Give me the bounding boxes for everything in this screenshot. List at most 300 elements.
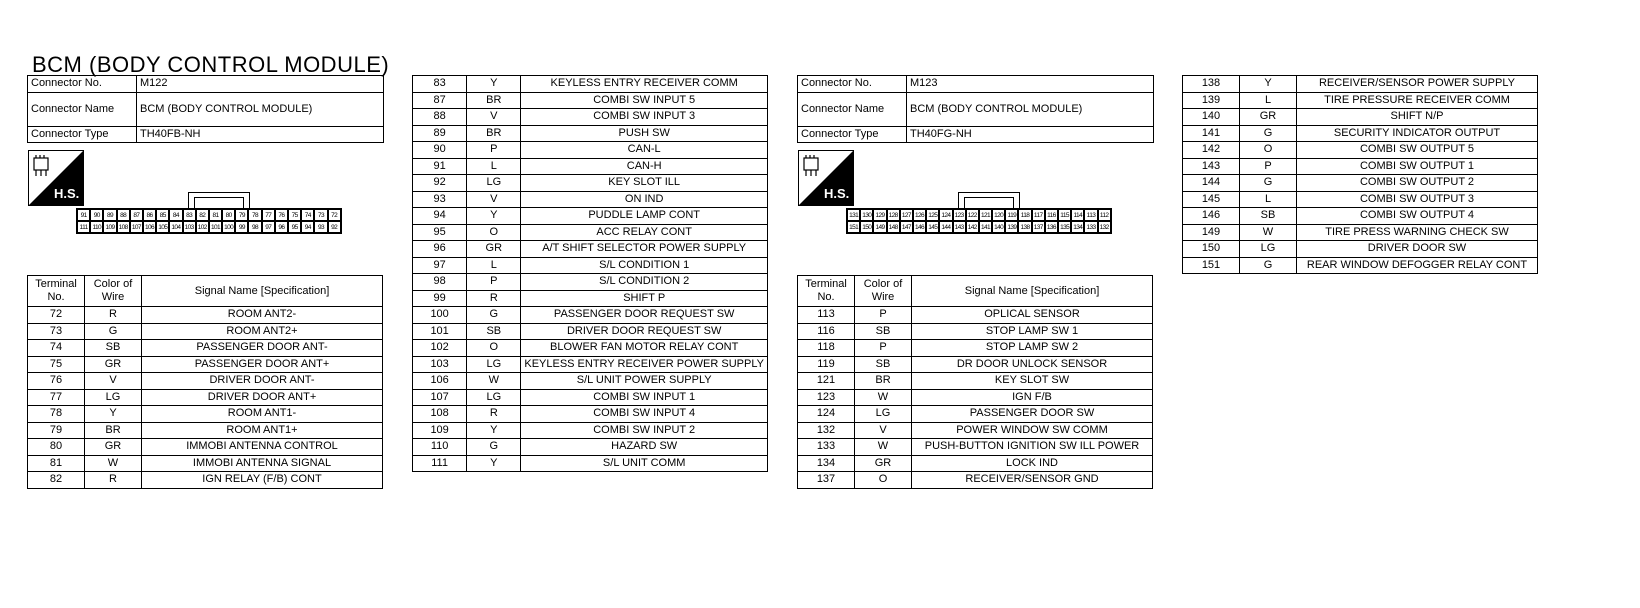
terminal-no: 93	[413, 191, 467, 208]
header-terminal: Terminal No.	[798, 276, 855, 307]
terminal-no: 88	[413, 109, 467, 126]
connector-pin: 121	[979, 209, 992, 221]
terminal-no: 95	[413, 224, 467, 241]
connector-pin: 133	[1084, 221, 1097, 233]
signal-name: STOP LAMP SW 1	[912, 323, 1153, 340]
connector-info-m122	[27, 75, 384, 143]
signal-name: PUSH SW	[521, 125, 768, 142]
terminal-no: 82	[28, 472, 85, 489]
connector-no-label: Connector No.	[798, 76, 907, 93]
terminal-no: 100	[413, 307, 467, 324]
connector-pin: 131	[847, 209, 860, 221]
terminal-no: 110	[413, 439, 467, 456]
connector-pin: 143	[953, 221, 966, 233]
terminal-no: 142	[1183, 142, 1240, 159]
header-signal: Signal Name [Specification]	[142, 276, 383, 307]
wire-color: G	[1240, 257, 1297, 274]
table-row	[28, 389, 383, 406]
table-row	[28, 373, 383, 390]
signal-name: RECEIVER/SENSOR POWER SUPPLY	[1297, 76, 1538, 93]
connector-pin: 137	[1032, 221, 1045, 233]
wire-color: R	[85, 472, 142, 489]
table-row	[413, 76, 768, 93]
wire-color: GR	[467, 241, 521, 258]
terminal-no: 116	[798, 323, 855, 340]
connector-pin: 147	[900, 221, 913, 233]
table-row	[798, 439, 1153, 456]
terminal-no: 113	[798, 307, 855, 324]
connector-pin: 109	[103, 221, 116, 233]
connector-pin: 98	[248, 221, 261, 233]
terminal-no: 91	[413, 158, 467, 175]
table-row	[798, 389, 1153, 406]
wire-color: P	[855, 307, 912, 324]
terminal-no: 140	[1183, 109, 1240, 126]
signal-name: ROOM ANT1-	[142, 406, 383, 423]
connector-pin: 104	[169, 221, 182, 233]
wire-color: O	[467, 340, 521, 357]
terminal-no: 121	[798, 373, 855, 390]
connector-pin: 151	[847, 221, 860, 233]
connector-pin: 91	[77, 209, 90, 221]
signal-name: KEY SLOT SW	[912, 373, 1153, 390]
connector-pin: 128	[887, 209, 900, 221]
wire-color: LG	[85, 389, 142, 406]
connector-pin: 77	[262, 209, 275, 221]
wire-color: Y	[85, 406, 142, 423]
connector-pin: 142	[966, 221, 979, 233]
table-row	[1183, 191, 1538, 208]
table-row	[413, 224, 768, 241]
hs-label: H.S.	[54, 186, 80, 201]
connector-pin: 107	[130, 221, 143, 233]
table-row	[1183, 92, 1538, 109]
terminal-no: 76	[28, 373, 85, 390]
signal-name: RECEIVER/SENSOR GND	[912, 472, 1153, 489]
pin-row	[77, 221, 341, 233]
connector-name-value: BCM (BODY CONTROL MODULE)	[907, 92, 1154, 126]
terminal-no: 99	[413, 290, 467, 307]
wire-color: W	[1240, 224, 1297, 241]
wire-color: LG	[855, 406, 912, 423]
terminal-no: 75	[28, 356, 85, 373]
connector-pin: 106	[143, 221, 156, 233]
signal-name: PASSENGER DOOR ANT+	[142, 356, 383, 373]
terminal-no: 143	[1183, 158, 1240, 175]
connector-pin: 93	[314, 221, 327, 233]
signal-name: COMBI SW INPUT 1	[521, 389, 768, 406]
signal-name: ROOM ANT2-	[142, 307, 383, 324]
wire-color: G	[1240, 175, 1297, 192]
signal-name: KEY SLOT ILL	[521, 175, 768, 192]
table-row	[28, 406, 383, 423]
wire-color: O	[855, 472, 912, 489]
table-row	[798, 373, 1153, 390]
wire-color: SB	[855, 356, 912, 373]
signal-name: CAN-L	[521, 142, 768, 159]
wire-color: BR	[467, 125, 521, 142]
signal-name: COMBI SW OUTPUT 5	[1297, 142, 1538, 159]
connector-name-label: Connector Name	[28, 92, 137, 126]
terminal-no: 81	[28, 455, 85, 472]
connector-pin: 116	[1045, 209, 1058, 221]
signal-name: ACC RELAY CONT	[521, 224, 768, 241]
table-row	[798, 472, 1153, 489]
connector-pin: 90	[90, 209, 103, 221]
terminal-table-m122-a	[27, 275, 383, 489]
wire-color: Y	[1240, 76, 1297, 93]
terminal-no: 97	[413, 257, 467, 274]
connector-pin: 112	[1098, 209, 1111, 221]
wire-color: G	[85, 323, 142, 340]
connector-pin: 113	[1084, 209, 1097, 221]
terminal-no: 73	[28, 323, 85, 340]
wire-color: R	[85, 307, 142, 324]
wire-color: Y	[467, 422, 521, 439]
connector-pin: 92	[328, 221, 341, 233]
signal-name: TIRE PRESSURE RECEIVER COMM	[1297, 92, 1538, 109]
connector-pin: 72	[328, 209, 341, 221]
terminal-no: 151	[1183, 257, 1240, 274]
connector-pin: 101	[209, 221, 222, 233]
connector-pin: 119	[1005, 209, 1018, 221]
table-row	[1183, 175, 1538, 192]
connector-pin: 115	[1058, 209, 1071, 221]
wire-color: W	[467, 373, 521, 390]
table-row	[1183, 241, 1538, 258]
connector-pin: 114	[1071, 209, 1084, 221]
table-row	[798, 455, 1153, 472]
signal-name: S/L UNIT COMM	[521, 455, 768, 472]
connector-pin: 122	[966, 209, 979, 221]
connector-pin: 130	[860, 209, 873, 221]
terminal-no: 146	[1183, 208, 1240, 225]
signal-name: DRIVER DOOR REQUEST SW	[521, 323, 768, 340]
connector-pin: 88	[117, 209, 130, 221]
connector-type-label: Connector Type	[798, 126, 907, 143]
wire-color: LG	[467, 389, 521, 406]
table-row	[1183, 142, 1538, 159]
wire-color: L	[467, 158, 521, 175]
table-row	[413, 323, 768, 340]
connector-pin: 150	[860, 221, 873, 233]
connector-pin: 135	[1058, 221, 1071, 233]
table-row	[798, 323, 1153, 340]
table-row	[413, 208, 768, 225]
table-row	[28, 307, 383, 324]
table-row	[413, 241, 768, 258]
wire-color: LG	[467, 356, 521, 373]
connector-pin: 132	[1098, 221, 1111, 233]
connector-pin: 125	[926, 209, 939, 221]
table-row	[413, 274, 768, 291]
table-row	[413, 257, 768, 274]
wire-color: BR	[467, 92, 521, 109]
connector-pin: 110	[90, 221, 103, 233]
signal-name: SECURITY INDICATOR OUTPUT	[1297, 125, 1538, 142]
terminal-no: 103	[413, 356, 467, 373]
connector-pin: 83	[183, 209, 196, 221]
connector-pin: 126	[913, 209, 926, 221]
table-row	[28, 472, 383, 489]
table-row	[413, 191, 768, 208]
table-row	[413, 142, 768, 159]
terminal-no: 108	[413, 406, 467, 423]
wire-color: P	[1240, 158, 1297, 175]
terminal-no: 96	[413, 241, 467, 258]
wire-color: GR	[85, 439, 142, 456]
terminal-no: 123	[798, 389, 855, 406]
signal-name: S/L CONDITION 2	[521, 274, 768, 291]
wire-color: O	[467, 224, 521, 241]
wire-color: G	[1240, 125, 1297, 142]
signal-name: OPLICAL SENSOR	[912, 307, 1153, 324]
connector-type-label: Connector Type	[28, 126, 137, 143]
wire-color: Y	[467, 76, 521, 93]
pin-row	[847, 221, 1111, 233]
signal-name: COMBI SW INPUT 2	[521, 422, 768, 439]
wire-color: BR	[85, 422, 142, 439]
signal-name: REAR WINDOW DEFOGGER RELAY CONT	[1297, 257, 1538, 274]
wire-color: O	[1240, 142, 1297, 159]
terminal-no: 124	[798, 406, 855, 423]
wire-color: G	[467, 439, 521, 456]
terminal-no: 106	[413, 373, 467, 390]
connector-pin: 139	[1005, 221, 1018, 233]
table-row	[1183, 109, 1538, 126]
connector-pin: 74	[301, 209, 314, 221]
connector-pin: 94	[301, 221, 314, 233]
terminal-table-m123-a	[797, 275, 1153, 489]
terminal-no: 72	[28, 307, 85, 324]
table-row	[28, 439, 383, 456]
wire-color: V	[855, 422, 912, 439]
connector-pin: 79	[235, 209, 248, 221]
table-row	[413, 455, 768, 472]
connector-type-value: TH40FB-NH	[137, 126, 384, 143]
connector-pin: 124	[939, 209, 952, 221]
connector-pin: 97	[262, 221, 275, 233]
signal-name: COMBI SW INPUT 4	[521, 406, 768, 423]
terminal-no: 89	[413, 125, 467, 142]
terminal-no: 78	[28, 406, 85, 423]
table-row	[1183, 208, 1538, 225]
connector-pin: 75	[288, 209, 301, 221]
table-row	[798, 340, 1153, 357]
connector-pin: 108	[117, 221, 130, 233]
wire-color: SB	[467, 323, 521, 340]
terminal-no: 92	[413, 175, 467, 192]
connector-pin: 80	[222, 209, 235, 221]
connector-pin: 95	[288, 221, 301, 233]
table-row	[28, 455, 383, 472]
harness-side-icon	[798, 150, 854, 206]
wire-color: P	[467, 142, 521, 159]
table-row	[413, 373, 768, 390]
connector-pin: 76	[275, 209, 288, 221]
page-title: BCM (BODY CONTROL MODULE)	[32, 52, 390, 77]
connector-pin: 105	[156, 221, 169, 233]
table-row	[413, 125, 768, 142]
signal-name: COMBI SW OUTPUT 3	[1297, 191, 1538, 208]
wire-color: L	[1240, 92, 1297, 109]
signal-name: BLOWER FAN MOTOR RELAY CONT	[521, 340, 768, 357]
terminal-no: 74	[28, 340, 85, 357]
wire-color: L	[467, 257, 521, 274]
signal-name: CAN-H	[521, 158, 768, 175]
terminal-no: 133	[798, 439, 855, 456]
harness-side-icon	[28, 150, 84, 206]
wire-color: W	[855, 439, 912, 456]
header-terminal: Terminal No.	[28, 276, 85, 307]
connector-pin: 134	[1071, 221, 1084, 233]
connector-name-value: BCM (BODY CONTROL MODULE)	[137, 92, 384, 126]
connector-no-label: Connector No.	[28, 76, 137, 93]
terminal-no: 77	[28, 389, 85, 406]
terminal-no: 109	[413, 422, 467, 439]
wire-color: Y	[467, 455, 521, 472]
signal-name: HAZARD SW	[521, 439, 768, 456]
wire-color: V	[85, 373, 142, 390]
table-row	[413, 389, 768, 406]
terminal-no: 132	[798, 422, 855, 439]
terminal-no: 83	[413, 76, 467, 93]
terminal-no: 98	[413, 274, 467, 291]
connector-pin: 141	[979, 221, 992, 233]
connector-type-value: TH40FG-NH	[907, 126, 1154, 143]
signal-name: ON IND	[521, 191, 768, 208]
connector-pin: 111	[77, 221, 90, 233]
terminal-no: 119	[798, 356, 855, 373]
pin-row	[77, 209, 341, 221]
table-row	[28, 422, 383, 439]
signal-name: PUDDLE LAMP CONT	[521, 208, 768, 225]
terminal-no: 145	[1183, 191, 1240, 208]
terminal-no: 134	[798, 455, 855, 472]
header-signal: Signal Name [Specification]	[912, 276, 1153, 307]
connector-pin: 102	[196, 221, 209, 233]
table-row	[413, 406, 768, 423]
wire-color: SB	[855, 323, 912, 340]
connector-name-label: Connector Name	[798, 92, 907, 126]
pin-row	[847, 209, 1111, 221]
table-row	[1183, 125, 1538, 142]
signal-name: IMMOBI ANTENNA CONTROL	[142, 439, 383, 456]
signal-name: A/T SHIFT SELECTOR POWER SUPPLY	[521, 241, 768, 258]
connector-pin: 86	[143, 209, 156, 221]
connector-face-m122	[76, 208, 342, 234]
connector-no-value: M122	[137, 76, 384, 93]
signal-name: COMBI SW INPUT 3	[521, 109, 768, 126]
connector-pin: 146	[913, 221, 926, 233]
terminal-no: 118	[798, 340, 855, 357]
terminal-no: 149	[1183, 224, 1240, 241]
wire-color: V	[467, 191, 521, 208]
wire-color: GR	[855, 455, 912, 472]
signal-name: COMBI SW OUTPUT 2	[1297, 175, 1538, 192]
signal-name: KEYLESS ENTRY RECEIVER POWER SUPPLY	[521, 356, 768, 373]
wire-color: R	[467, 406, 521, 423]
header-color: Color of Wire	[855, 276, 912, 307]
table-row	[413, 175, 768, 192]
table-row	[28, 340, 383, 357]
table-row	[413, 307, 768, 324]
signal-name: PASSENGER DOOR SW	[912, 406, 1153, 423]
table-row	[28, 356, 383, 373]
connector-pin: 118	[1018, 209, 1031, 221]
terminal-no: 94	[413, 208, 467, 225]
terminal-table-m123-b	[1182, 75, 1538, 274]
table-row	[798, 422, 1153, 439]
terminal-no: 102	[413, 340, 467, 357]
signal-name: COMBI SW INPUT 5	[521, 92, 768, 109]
connector-pin: 103	[183, 221, 196, 233]
connector-pin: 82	[196, 209, 209, 221]
table-row	[413, 158, 768, 175]
connector-pin: 84	[169, 209, 182, 221]
connector-pin: 144	[939, 221, 952, 233]
signal-name: ROOM ANT1+	[142, 422, 383, 439]
wire-color: LG	[1240, 241, 1297, 258]
connector-pin: 129	[873, 209, 886, 221]
connector-face-m123	[846, 208, 1112, 234]
table-row	[798, 307, 1153, 324]
table-row	[413, 92, 768, 109]
signal-name: IGN RELAY (F/B) CONT	[142, 472, 383, 489]
connector-pin: 140	[992, 221, 1005, 233]
hs-label: H.S.	[824, 186, 850, 201]
signal-name: IMMOBI ANTENNA SIGNAL	[142, 455, 383, 472]
signal-name: COMBI SW OUTPUT 1	[1297, 158, 1538, 175]
table-row	[1183, 257, 1538, 274]
signal-name: COMBI SW OUTPUT 4	[1297, 208, 1538, 225]
signal-name: LOCK IND	[912, 455, 1153, 472]
connector-pin: 149	[873, 221, 886, 233]
table-row	[413, 340, 768, 357]
terminal-no: 137	[798, 472, 855, 489]
wire-color: L	[1240, 191, 1297, 208]
signal-name: DRIVER DOOR ANT+	[142, 389, 383, 406]
terminal-no: 144	[1183, 175, 1240, 192]
table-row	[413, 109, 768, 126]
table-row	[798, 406, 1153, 423]
connector-pin: 87	[130, 209, 143, 221]
signal-name: IGN F/B	[912, 389, 1153, 406]
table-row	[413, 290, 768, 307]
terminal-no: 150	[1183, 241, 1240, 258]
terminal-no: 139	[1183, 92, 1240, 109]
table-row	[798, 356, 1153, 373]
connector-pin: 85	[156, 209, 169, 221]
terminal-no: 90	[413, 142, 467, 159]
signal-name: STOP LAMP SW 2	[912, 340, 1153, 357]
connector-pin: 136	[1045, 221, 1058, 233]
terminal-no: 111	[413, 455, 467, 472]
wire-color: SB	[85, 340, 142, 357]
terminal-no: 79	[28, 422, 85, 439]
wire-color: W	[855, 389, 912, 406]
terminal-no: 87	[413, 92, 467, 109]
signal-name: DRIVER DOOR SW	[1297, 241, 1538, 258]
terminal-no: 80	[28, 439, 85, 456]
wire-color: R	[467, 290, 521, 307]
connector-pin: 120	[992, 209, 1005, 221]
signal-name: TIRE PRESS WARNING CHECK SW	[1297, 224, 1538, 241]
signal-name: SHIFT P	[521, 290, 768, 307]
terminal-no: 138	[1183, 76, 1240, 93]
table-row	[1183, 76, 1538, 93]
wire-color: P	[855, 340, 912, 357]
